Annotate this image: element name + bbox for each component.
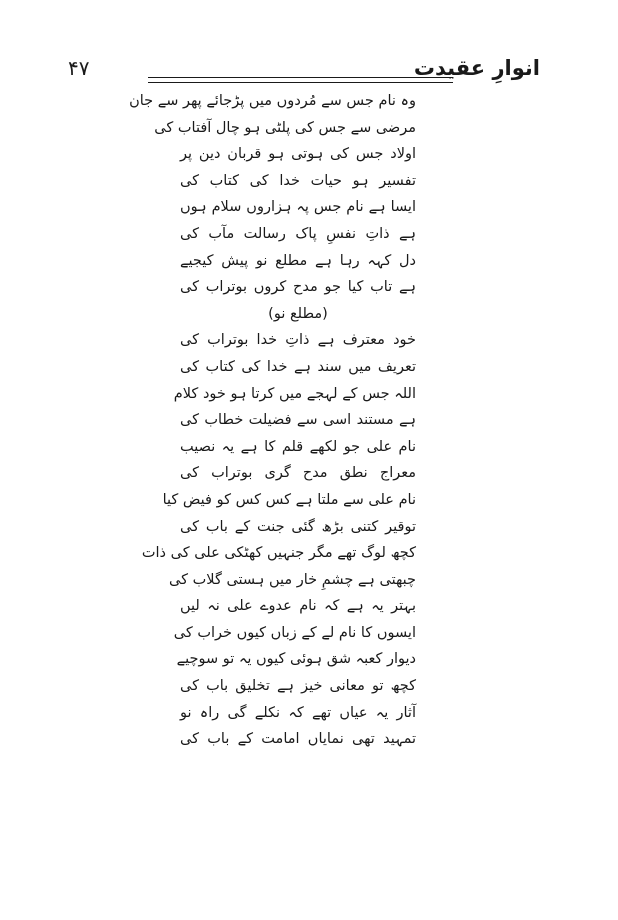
header-rule-bottom [148,82,453,83]
verse-line: چبھتی ہے چشمِ خار میں ہستی گلاب کی [169,571,416,588]
verse-line: توقیر کتنی بڑھ گئی جنت کے باب کی [180,518,416,535]
verse-line: معراج نطق مدح گری بوتراب کی [180,465,416,482]
verse-line: ایسوں کا نام لے کے زباں کیوں خراب کی [173,624,416,641]
section-heading: (مطلع نو) [268,305,328,322]
verse-line: تفسیر ہو حیات خدا کی کتاب کی [180,172,416,189]
verse-line: نام علی جو لکھے قلم کا ہے یہ نصیب [180,438,416,455]
verse-line: تمہید تھی نمایاں امامت کے باب کی [180,731,416,748]
verse-line: ہے تاب کیا جو مدح کروں بوتراب کی [180,279,416,296]
running-title: انوارِ عقیدت [413,56,540,80]
verse-line: مرضی سے جس کی پلٹی ہو چال آفتاب کی [154,119,416,136]
verse-line: کچھ لوگ تھے مگر جنہیں کھٹکی علی کی ذات [141,545,416,562]
verse-line: بہتر یہ ہے کہ نام عدوے علی نہ لیں [180,598,416,615]
verse-line: تعریف میں سند ہے خدا کی کتاب کی [180,358,416,375]
header-rule-top [148,77,453,78]
verse-line: ہے ذاتِ نفسِ پاک رسالت مآب کی [180,225,416,242]
verse-line: نام علی سے ملتا ہے کس کس کو فیض کیا [162,491,416,508]
verse-line: دیوار کعبہ شق ہوئی کیوں یہ تو سوچیے [176,651,416,668]
poem-body [129,88,416,753]
verse-line: خود معترف ہے ذاتِ خدا بوتراب کی [180,332,416,349]
verse-line: وہ نام جس سے مُردوں میں پڑجائے پھر سے جان [129,93,416,109]
page-number: ۴۷ [68,56,90,80]
verse-line: اولاد جس کی ہوتی ہو قربان دین پر [180,146,416,163]
verse-line: ہے مستند اسی سے فضیلت خطاب کی [180,412,416,429]
verse-line: کچھ تو معانی خیز ہے تخلیق باب کی [180,678,416,695]
verse-line: دل کہہ رہا ہے مطلع نو پیش کیجیے [180,252,416,269]
verse-line: اللہ جس کے لہجے میں کرتا ہو خود کلام [173,385,416,402]
verse-line: آثار یہ عیاں تھے کہ نکلے گی راہ نو [180,704,416,721]
verse-line: ایسا ہے نام جس پہ ہزاروں سلام ہوں [180,199,416,216]
